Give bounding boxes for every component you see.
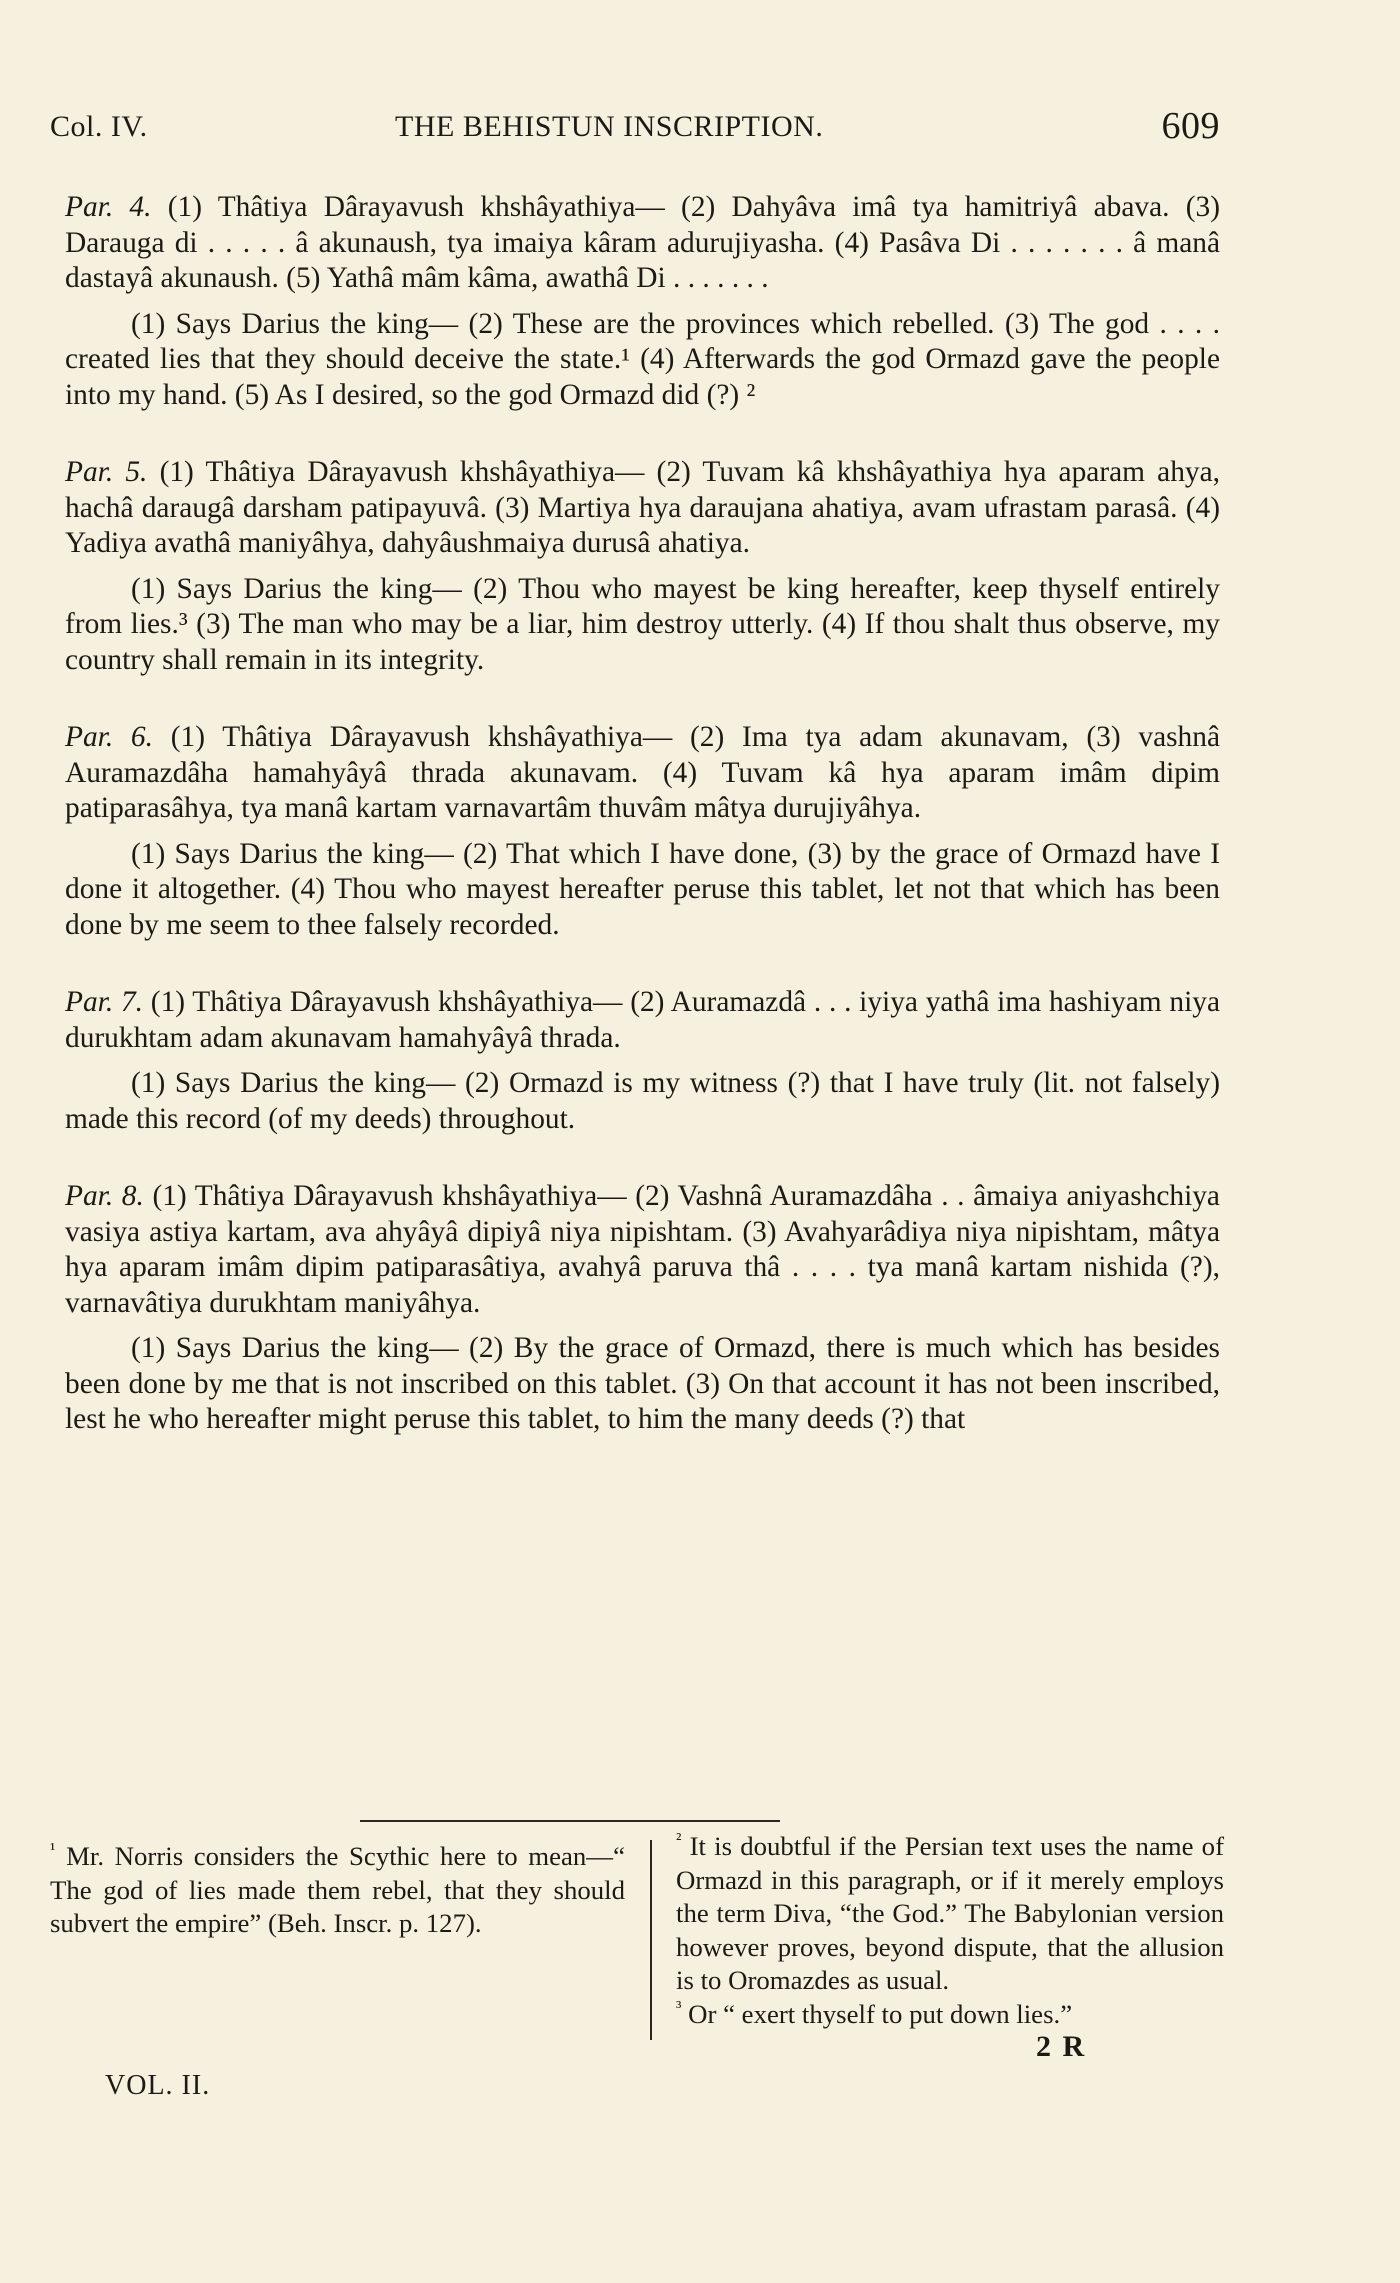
original-text: (1) Thâtiya Dârayavush khshâyathiya— (2) Tuvam kâ khshâyathiya hya aparam ahya, hachâ daraugâ darsham patipayuvâ. (3) Martiya hya daraujana ahatiya, avam ufrastam parasâ. (4) Yadiya avathâ maniyâhya, dahyâushmaiya durusâ ahatiya. [65, 456, 1221, 559]
paragraph-label: Par. 5. [65, 456, 148, 488]
footnote-2: $^{^2}$ It is doubtful if the Persian text uses the name of Ormazd in this paragraph, or if it merely employs the term Diva, “the God.” The Babylonian version however proves, beyond dispute, that the allusion is to Oromazdes as usual. [676, 1829, 1225, 1995]
running-title: THE BEHISTUN INSCRIPTION. [395, 110, 824, 143]
paragraph-4-translation: (1) Says Darius the king— (2) These are the provinces which rebelled. (3) The god . . . . created lies that they should deceive the state.¹ (4) Afterwards the god Ormazd gave the people into my hand. (5) As I desired, so the god Ormazd did (?) ² [65, 307, 1220, 411]
paragraph-label: Par. 6. [65, 721, 153, 753]
main-text [65, 190, 1220, 1438]
paragraph-label: Par. 7. [65, 986, 143, 1018]
footnote-3: $^{^3}$ Or “ exert thyself to put down lies.” [676, 1996, 1073, 2029]
page-number: 609 [1161, 105, 1220, 147]
gathering-mark: 2 R [1036, 2030, 1087, 2063]
footnotes-left-column [50, 1840, 625, 1941]
paragraph-4-original [65, 190, 1220, 297]
paragraph-label: Par. 4. [65, 191, 152, 223]
column-label: Col. IV. [50, 110, 148, 143]
original-text: (1) Thâtiya Dârayavush khshâyathiya— (2) Dahyâva imâ tya hamitriyâ abava. (3) Darauga di . . . . . â akunaush, tya imaiya kâram adurujiyasha. (4) Pasâva Di . . . . . . . â manâ dastayâ akunaush. (5) Yathâ mâm kâma, awathâ Di . . . . . . . [65, 191, 1220, 294]
footnote-1: $^{^1}$ Mr. Norris considers the Scythic here to mean—“ The god of lies made them rebel, that they should subvert the empire” (Beh. Inscr. p. 127). [50, 1839, 625, 1938]
volume-signature: VOL. II. [105, 2070, 211, 2101]
original-text: (1) Thâtiya Dârayavush khshâyathiya— (2) Auramazdâ . . . iyiya yathâ ima hashiyam niya durukhtam adam akunavam hamahyâyâ thrada. [65, 986, 1220, 1054]
paragraph-6-translation: (1) Says Darius the king— (2) That which I have done, (3) by the grace of Ormazd have I done it altogether. (4) Thou who mayest hereafter peruse this tablet, let not that which has been done by me seem to thee falsely recorded. [65, 837, 1220, 941]
original-text: (1) Thâtiya Dârayavush khshâyathiya— (2) Vashnâ Auramazdâha . . âmaiya aniyashchiya vasiya astiya kartam, ava ahyâyâ dipiyâ niya nipishtam. (3) Avahyarâdiya niya nipishtam, mâtya hya aparam imâm dipim patiparasâtiya, avahyâ paruva thâ . . . . tya manâ kartam nishida (?), varnavâtiya durukhtam maniyâhya. [65, 1180, 1220, 1319]
footnote-divider [360, 1820, 780, 1822]
column-divider [650, 1840, 652, 2040]
paragraph-5-original [65, 455, 1220, 562]
paragraph-6-original [65, 720, 1220, 827]
paragraph-8-translation: (1) Says Darius the king— (2) By the grace of Ormazd, there is much which has besides been done by me that is not inscribed on this tablet. (3) On that account it has not been inscribed, lest he who hereafter might peruse this tablet, to him the many deeds (?) that [65, 1332, 1220, 1435]
paragraph-5-translation: (1) Says Darius the king— (2) Thou who mayest be king hereafter, keep thyself entirely from lies.³ (3) The man who may be a liar, him destroy utterly. (4) If thou shalt thus observe, my country shall remain in its integrity. [65, 572, 1220, 676]
paragraph-8-original [65, 1179, 1220, 1321]
original-text: (1) Thâtiya Dârayavush khshâyathiya— (2) Ima tya adam akunavam, (3) vashnâ Auramazdâha hamahyâyâ thrada akunavam. (4) Tuvam kâ hya aparam imâm dipim patiparasâhya, tya manâ kartam varnavartâm thuvâm mâtya durujiyâhya. [65, 721, 1220, 824]
paragraph-7-translation: (1) Says Darius the king— (2) Ormazd is my witness (?) that I have truly (lit. not falsely) made this record (of my deeds) throughout. [65, 1067, 1220, 1135]
paragraph-7-original [65, 985, 1220, 1056]
paragraph-label: Par. 8. [65, 1180, 144, 1212]
footnotes-right-column [676, 1830, 1224, 2031]
